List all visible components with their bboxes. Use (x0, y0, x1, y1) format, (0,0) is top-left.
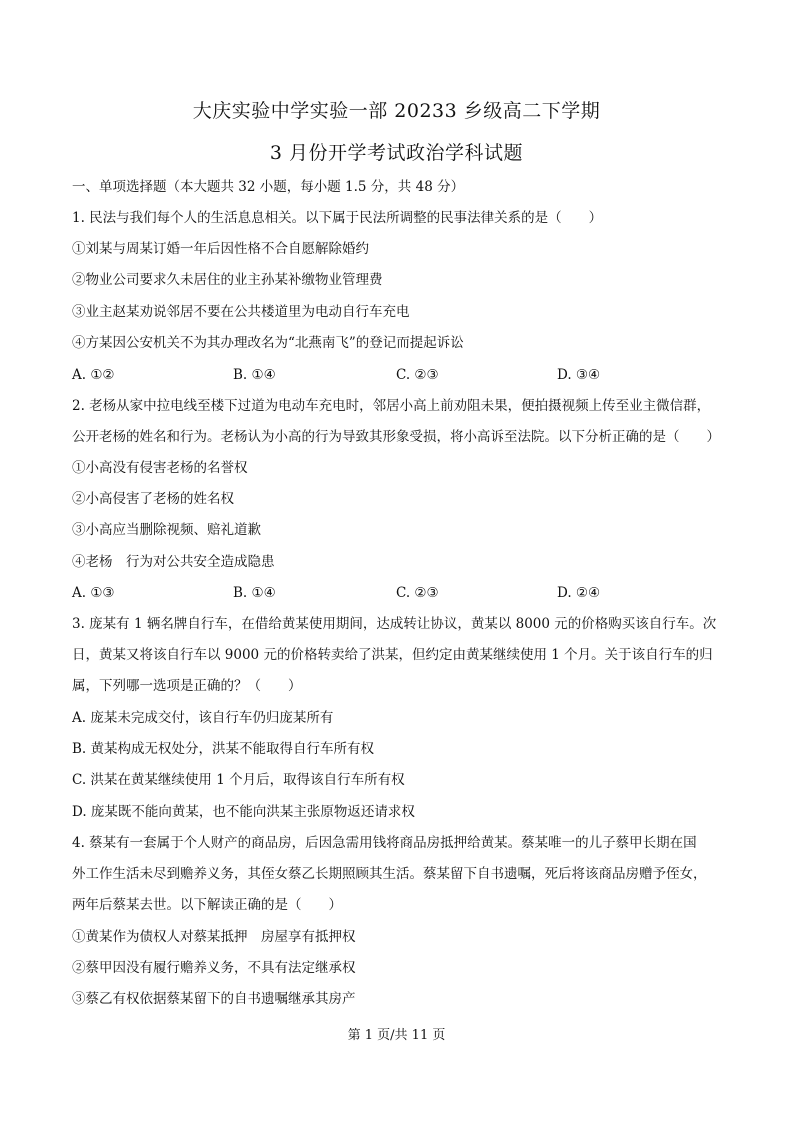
q2-option-b: B. ①④ (233, 585, 276, 601)
q1-statement-2: ②物业公司要求久未居住的业主孙某补缴物业管理费 (72, 272, 383, 288)
q1-option-a: A. ①② (72, 367, 115, 383)
q4-stem-line-3: 两年后蔡某去世。以下解读正确的是（ ） (72, 897, 342, 913)
q1-statement-4: ④方某因公安机关不为其办理改名为“北燕南飞”的登记而提起诉讼 (72, 335, 464, 351)
q3-option-b: B. 黄某构成无权处分，洪某不能取得自行车所有权 (72, 741, 375, 757)
q4-stem-line-1: 4. 蔡某有一套属于个人财产的商品房，后因急需用钱将商品房抵押给黄某。蔡某唯一的儿子蔡甲长期在国 (72, 835, 697, 851)
q1-statement-3: ③业主赵某劝说邻居不要在公共楼道里为电动自行车充电 (72, 304, 410, 320)
q2-option-a: A. ①③ (72, 585, 115, 601)
document-title-line-2: 3 月份开学考试政治学科试题 (269, 142, 524, 164)
q3-stem-line-1: 3. 庞某有 1 辆名牌自行车，在借给黄某使用期间，达成转让协议，黄某以 8000 元的价格购买该自行车。次 (72, 616, 717, 632)
q3-option-a: A. 庞某未完成交付，该自行车仍归庞某所有 (72, 710, 334, 726)
q4-statement-1: ①黄某作为债权人对蔡某抵押 房屋享有抵押权 (72, 929, 356, 945)
q2-stem-line-2: 公开老杨的姓名和行为。老杨认为小高的行为导致其形象受损，将小高诉至法院。以下分析正确的是（ ） (72, 429, 720, 445)
q1-option-d: D. ③④ (557, 367, 601, 383)
q2-statement-2: ②小高侵害了老杨的姓名权 (72, 491, 234, 507)
q1-option-b: B. ①④ (233, 367, 276, 383)
q2-stem-line-1: 2. 老杨从家中拉电线至楼下过道为电动车充电时，邻居小高上前劝阻未果，便拍摄视频上传至业主微信群， (72, 398, 711, 414)
q3-option-c: C. 洪某在黄某继续使用 1 个月后，取得该自行车所有权 (72, 772, 405, 788)
q4-statement-3: ③蔡乙有权依据蔡某留下的自书遗嘱继承其房产 (72, 991, 356, 1007)
q2-statement-4: ④老杨 行为对公共安全造成隐患 (72, 554, 275, 570)
q2-statement-3: ③小高应当删除视频、赔礼道歉 (72, 522, 261, 538)
q2-option-d: D. ②④ (557, 585, 601, 601)
q2-statement-1: ①小高没有侵害老杨的名誉权 (72, 460, 248, 476)
q1-option-c: C. ②③ (396, 367, 439, 383)
q4-stem-line-2: 外工作生活未尽到赡养义务，其侄女蔡乙长期照顾其生活。蔡某留下自书遗嘱，死后将该商品房赠予侄女， (72, 866, 707, 882)
q2-option-c: C. ②③ (396, 585, 439, 601)
document-title-line-1: 大庆实验中学实验一部 20233 乡级高二下学期 (192, 100, 601, 122)
q4-statement-2: ②蔡甲因没有履行赡养义务，不具有法定继承权 (72, 960, 356, 976)
q3-option-d: D. 庞某既不能向黄某，也不能向洪某主张原物返还请求权 (72, 804, 415, 820)
q1-statement-1: ①刘某与周某订婚一年后因性格不合自愿解除婚约 (72, 241, 369, 257)
q3-stem-line-2: 日，黄某又将该自行车以 9000 元的价格转卖给了洪某，但约定由黄某继续使用 1 个月。关于该自行车的归 (72, 647, 713, 663)
q1-stem: 1. 民法与我们每个人的生活息息相关。以下属于民法所调整的民事法律关系的是（ ） (72, 210, 603, 226)
section-heading: 一、单项选择题（本大题共 32 小题，每小题 1.5 分，共 48 分） (72, 179, 465, 195)
page-footer: 第 1 页/共 11 页 (347, 1028, 446, 1043)
q3-stem-line-3: 属，下列哪一选项是正确的？（ ） (72, 678, 302, 694)
